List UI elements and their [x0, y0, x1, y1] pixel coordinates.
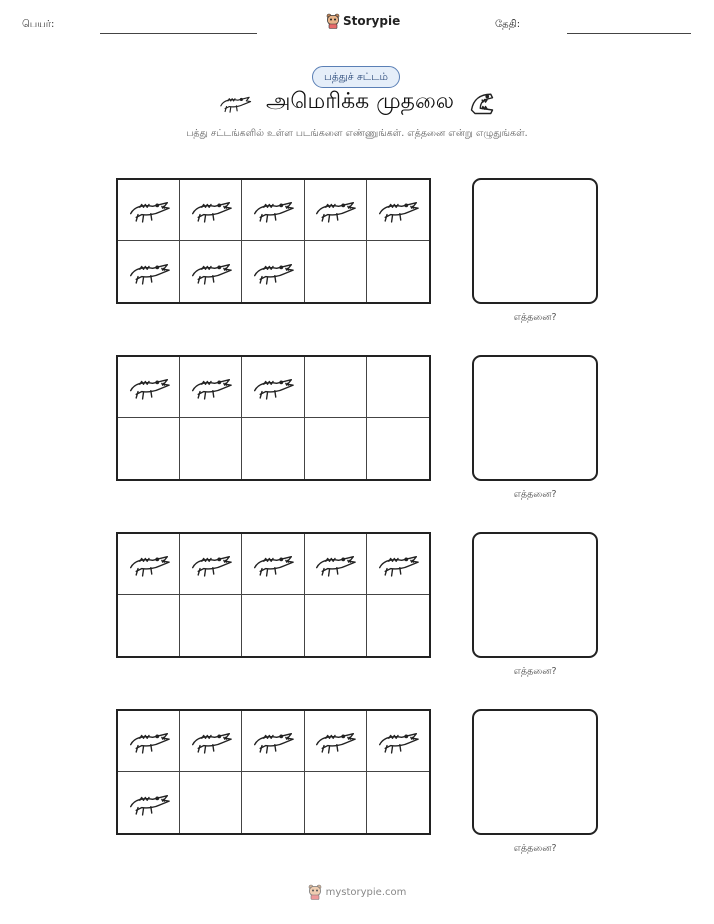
alligator-icon [376, 195, 420, 225]
name-label: பெயர்: [22, 19, 55, 30]
ten-frame-cell [367, 595, 429, 656]
date-label: தேதி: [495, 19, 521, 30]
ten-frame [116, 178, 431, 304]
alligator-icon [127, 726, 171, 756]
ten-frame-cell [118, 772, 180, 833]
ten-frame-cell [305, 534, 367, 595]
ten-frame-cell [118, 534, 180, 595]
ten-frame-cell [180, 772, 242, 833]
alligator-icon [189, 372, 233, 402]
ten-frame-cell [180, 241, 242, 302]
ten-frame-cell [367, 534, 429, 595]
ten-frame-cell [305, 180, 367, 241]
ten-frame-cell [367, 180, 429, 241]
ten-frame-cell [305, 357, 367, 418]
ten-frame-cell [180, 595, 242, 656]
ten-frame-cell [242, 180, 304, 241]
ten-frame-cell [305, 241, 367, 302]
ten-frame-cell [118, 711, 180, 772]
name-line[interactable] [100, 33, 257, 34]
footer-url: mystorypie.com [325, 886, 407, 898]
ten-frame-cell [367, 772, 429, 833]
ten-frame-cell [242, 418, 304, 479]
ten-frame [116, 532, 431, 658]
ten-frame-cell [242, 711, 304, 772]
ten-frame-cell [118, 418, 180, 479]
answer-box[interactable] [472, 355, 598, 481]
answer-label: எத்தனை? [513, 666, 557, 677]
alligator-icon [376, 726, 420, 756]
ten-frame-cell [242, 534, 304, 595]
alligator-icon [251, 549, 295, 579]
brand [326, 13, 400, 29]
ten-frame-cell [305, 711, 367, 772]
alligator-icon [251, 195, 295, 225]
storypie-logo-icon [326, 13, 340, 29]
ten-frame-cell [305, 418, 367, 479]
ten-frame-cell [180, 180, 242, 241]
answer-box[interactable] [472, 709, 598, 835]
date-line[interactable] [567, 33, 691, 34]
brand-name: Storypie [343, 14, 401, 28]
instructions: பத்து சட்டங்களில் உள்ள படங்களை எண்ணுங்கள். எத்தனை என்று எழுதுங்கள். [186, 128, 528, 139]
alligator-icon [251, 257, 295, 287]
ten-frame-cell [118, 180, 180, 241]
footer [0, 884, 714, 900]
alligator-icon [127, 195, 171, 225]
ten-frame [116, 709, 431, 835]
answer-label: எத்தனை? [513, 312, 557, 323]
ten-frame-cell [367, 711, 429, 772]
ten-frame [116, 355, 431, 481]
alligator-icon [251, 372, 295, 402]
title-row [0, 89, 714, 117]
alligator-icon [189, 195, 233, 225]
ten-frame-cell [118, 357, 180, 418]
alligator-icon [313, 195, 357, 225]
ten-frame-cell [118, 241, 180, 302]
ten-frame-cell [118, 595, 180, 656]
ten-frame-cell [305, 595, 367, 656]
answer-box[interactable] [472, 532, 598, 658]
ten-frame-cell [180, 711, 242, 772]
ten-frame-cell [242, 241, 304, 302]
alligator-icon [189, 726, 233, 756]
alligator-icon [127, 788, 171, 818]
alligator-icon [127, 549, 171, 579]
alligator-icon [218, 91, 252, 115]
alligator-icon [313, 549, 357, 579]
alligator-icon [251, 726, 295, 756]
ten-frame-cell [180, 357, 242, 418]
ten-frame-cell [242, 772, 304, 833]
ten-frame-cell [367, 241, 429, 302]
alligator-head-icon [468, 89, 496, 117]
ten-frame-cell [367, 357, 429, 418]
answer-box[interactable] [472, 178, 598, 304]
alligator-icon [127, 372, 171, 402]
topic-badge: பத்துச் சட்டம் [312, 66, 400, 88]
alligator-icon [189, 257, 233, 287]
ten-frame-cell [367, 418, 429, 479]
alligator-icon [127, 257, 171, 287]
alligator-icon [313, 726, 357, 756]
storypie-logo-icon [308, 884, 322, 900]
ten-frame-cell [305, 772, 367, 833]
answer-label: எத்தனை? [513, 843, 557, 854]
ten-frame-cell [180, 534, 242, 595]
ten-frame-cell [242, 357, 304, 418]
alligator-icon [376, 549, 420, 579]
ten-frame-cell [242, 595, 304, 656]
ten-frame-cell [180, 418, 242, 479]
page-title: அமெரிக்க முதலை [265, 89, 455, 114]
alligator-icon [189, 549, 233, 579]
answer-label: எத்தனை? [513, 489, 557, 500]
